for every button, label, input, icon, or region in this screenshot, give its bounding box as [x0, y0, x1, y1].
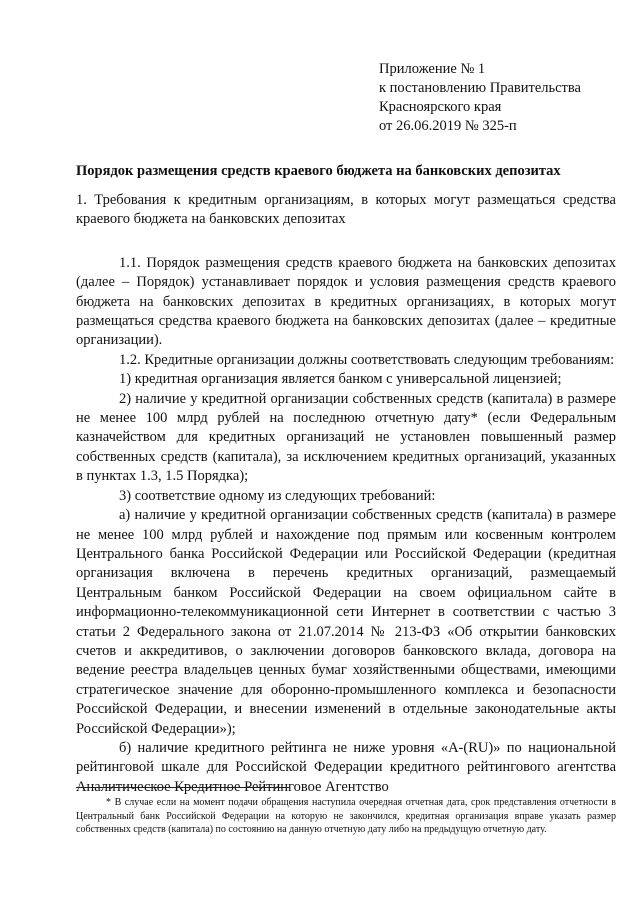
- document-title: Порядок размещения средств краевого бюджета на банковских депозитах: [76, 163, 561, 179]
- appendix-reference: [379, 60, 619, 136]
- list-item-2: 2) наличие у кредитной организации собственных средств (капитала) в размере не менее 100 млрд рублей на последнюю отчетную дату* (если Федеральным казначейством для кредитных организаций не установлен повышенный размер собственных средств (капитала), за исключением кредитных организаций, указанных в пунктах 1.3, 1.5 Порядка);: [76, 390, 616, 485]
- footnote-text: * В случае если на момент подачи обращения наступила очередная отчетная дата, срок представления отчетности в Центральный банк Российской Федерации на которую не закончился, кредитная организация вправе указать размер собственных средств (капитала) по состоянию на данную отчетную дату либо на предыдущую отчетную дату.: [76, 797, 616, 835]
- paragraph-1-1: 1.1. Порядок размещения средств краевого бюджета на банковских депозитах (далее – Порядок) устанавливает порядок и условия размещения средств краевого бюджета на банковских депозитах в кредитных организациях, в которых могут размещаться средства краевого бюджета на банковских депозитах (далее – кредитные организации).: [76, 254, 616, 349]
- document-body: [76, 191, 616, 797]
- section-heading: 1. Требования к кредитным организациям, в которых могут размещаться средства краевого бюджета на банковских депозитах: [76, 192, 616, 228]
- appendix-decree-line: к постановлению Правительства: [379, 80, 581, 96]
- appendix-number: Приложение № 1: [379, 61, 486, 77]
- footnote: [76, 796, 616, 837]
- sub-item-b: б) наличие кредитного рейтинга не ниже уровня «A-(RU)» по национальной рейтинговой шкале для Российской Федерации кредитного рейтингового агентства Аналитическое Кредитное Рейтинговое Агентство: [76, 739, 616, 795]
- list-item-1: 1) кредитная организация является банком с универсальной лицензией;: [119, 371, 562, 388]
- footnote-divider: [76, 787, 290, 788]
- list-item-3: 3) соответствие одному из следующих требований:: [119, 487, 436, 504]
- appendix-region-line: Красноярского края: [379, 99, 502, 115]
- sub-item-a: а) наличие у кредитной организации собственных средств (капитала) в размере не менее 100 млрд рублей и нахождение под прямым или косвенным контролем Центрального банка Российской Федерации или Российской Федерации (кредитная организация включена в перечень кредитных организаций, размещаемый Центральным банком Российской Федерации на своем официальном сайте в информационно-телекоммуникационной сети Интернет в соответствии с частью 3 статьи 2 Федерального закона от 21.07.2014 № 213-ФЗ «Об открытии банковских счетов и аккредитивов, о заключении договоров банковского вклада, договора на ведение реестра владельцев ценных бумаг хозяйственными обществами, имеющими стратегическое значение для оборонно-промышленного комплекса и безопасности Российской Федерации, и внесении изменений в отдельные законодательные акты Российской Федерации»);: [76, 507, 616, 737]
- paragraph-1-2: 1.2. Кредитные организации должны соответствовать следующим требованиям:: [119, 351, 615, 368]
- appendix-date-line: от 26.06.2019 № 325-п: [379, 118, 517, 134]
